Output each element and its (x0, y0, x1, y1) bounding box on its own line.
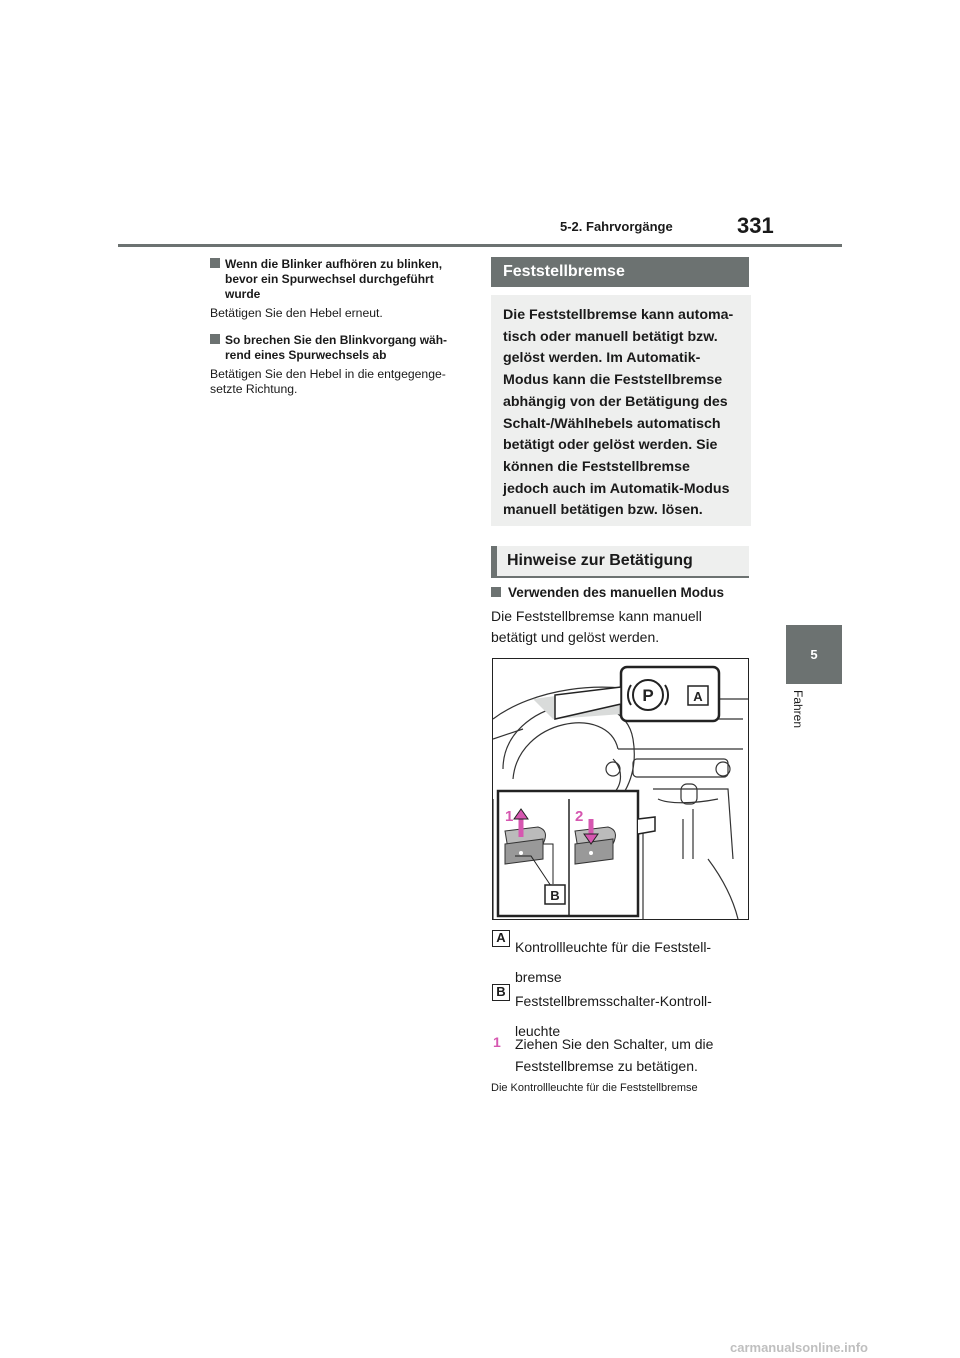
manual-mode-heading: Verwenden des manuellen Modus (491, 585, 724, 600)
block1-text: Betätigen Sie den Hebel erneut. (210, 306, 383, 320)
footer-note: Die Kontrollleuchte für die Feststellbremse (491, 1082, 698, 1094)
section-header: 5-2. Fahrvorgänge (560, 219, 673, 234)
intro-box: Die Feststellbremse kann automa- tisch oder manuell betätigt bzw. gelöst werden. Im Automatik- Modus kann die Feststellbremse abhängig von der Betätigung des Schalt-/Wählhebels automatisch betätigt oder gelöst werden. Sie können die Feststellbremse jedoch auch im Automatik-Modus manuell betätigen bzw. lösen. (491, 295, 751, 526)
step-number: 1 (493, 1034, 501, 1050)
subsection-title: Hinweise zur Betätigung (491, 546, 749, 578)
label-a: A (693, 689, 703, 704)
dashboard-drawing (493, 659, 748, 919)
header-rule (118, 244, 842, 247)
manual-mode-text: Die Feststellbremse kann manuell betätigt und gelöst werden. (491, 608, 702, 645)
bullet-square-icon (210, 258, 220, 268)
step-1-label: 1 (505, 808, 514, 825)
block2-title: So brechen Sie den Blinkvorgang wäh- rend eines Spurwechsels ab (210, 333, 470, 363)
step-2-label: 2 (575, 808, 584, 825)
parking-brake-illustration (492, 658, 749, 920)
step-text: Ziehen Sie den Schalter, um die Feststellbremse zu betätigen. (515, 1036, 714, 1074)
block2-text: Betätigen Sie den Hebel in die entgegenge- setzte Richtung. (210, 367, 446, 396)
label-b: B (550, 888, 560, 903)
legend-a-text: Kontrollleuchte für die Feststell- bremse (515, 939, 712, 985)
legend-b-text: Feststellbremsschalter-Kontroll- leuchte (515, 993, 712, 1039)
bullet-square-icon (491, 587, 501, 597)
block1-title: Wenn die Blinker aufhören zu blinken, bevor ein Spurwechsel durchgeführt wurde (210, 257, 470, 302)
bullet-square-icon (210, 334, 220, 344)
legend-a-badge: A (492, 929, 510, 947)
watermark: carmanualsonline.info (730, 1340, 868, 1355)
legend-b-badge: B (492, 983, 510, 1001)
section-title: Feststellbremse (491, 257, 749, 287)
parking-p-icon: P (642, 686, 654, 705)
chapter-label: Fahren (791, 690, 805, 729)
page-number: 331 (737, 213, 774, 238)
chapter-tab[interactable]: 5 (786, 625, 842, 684)
